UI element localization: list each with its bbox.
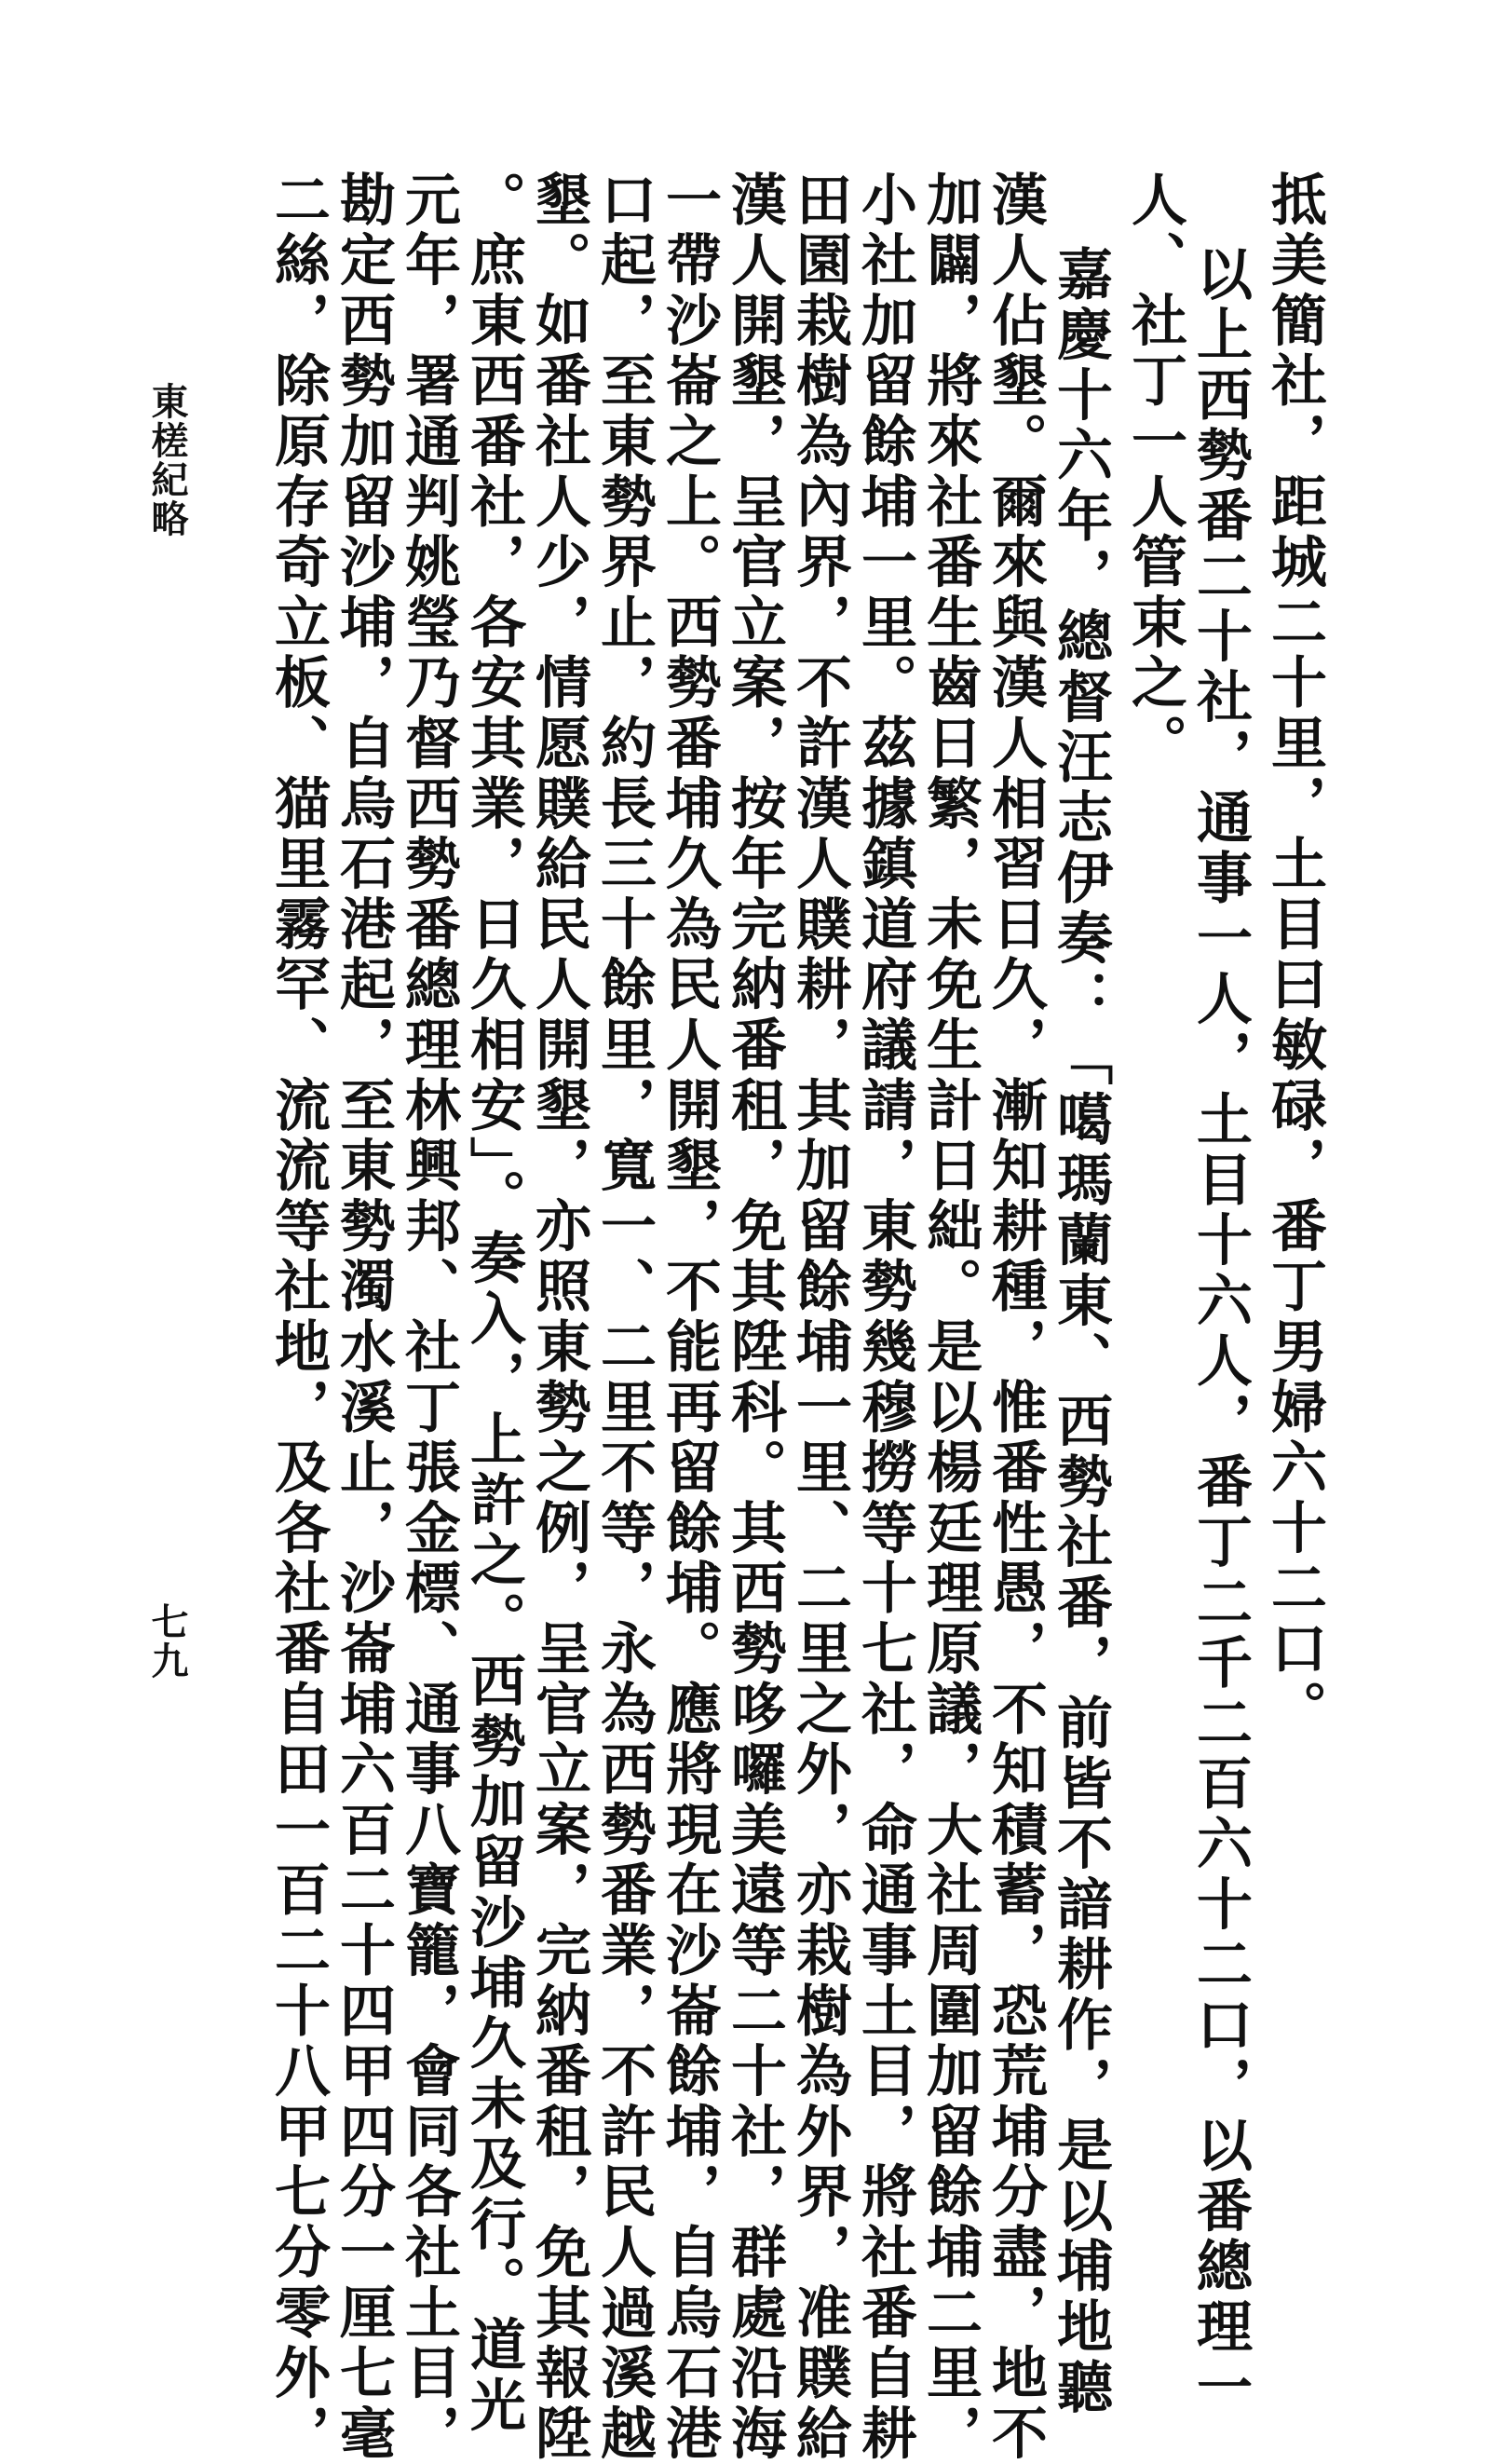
text-column-10: 一帶沙崙之上。西勢番埔久為民人開墾，不能再留餘埔。應將現在沙崙餘埔，自烏石港 [657, 170, 722, 2464]
text-column-16: 二絲，除原存奇立板、猫里霧罕、流流等社地，及各社番自田一百二十八甲七分零外， [265, 170, 331, 2464]
text-column-12: 墾。如番社人少，情愿贌給民人開墾，亦照東勢之例，呈官立案，完納番租，免其報陞 [526, 170, 591, 2464]
text-column-14: 元年，署通判姚瑩乃督西勢番總理林興邦、社丁張金標、通事八寶籠，會同各社土目， [396, 170, 461, 2464]
page-number: 七九 [145, 1602, 189, 1681]
running-title: 東槎紀略 [145, 382, 189, 538]
text-column-6: 加闢，將來社番生齒日繁，未免生計日絀。是以楊廷理原議，大社周圍加留餘埔二里， [917, 170, 983, 2464]
text-column-1: 抵美簡社，距城二十里，土目曰敏碌，番丁男婦六十二口。 [1262, 170, 1327, 1740]
text-column-8: 田園栽樹為內界，不許漢人贌耕，其加留餘埔一里、二里之外，亦栽樹為外界，准贌給 [787, 170, 852, 2464]
text-column-2: 以上西勢番二十社，通事一人，土目十六人，番丁二千二百六十二口，以番總理一 [1187, 245, 1253, 2418]
text-column-3: 人、社丁一人管束之。 [1122, 170, 1187, 774]
text-column-13: 。庶東西番社，各安其業，日久相安」。奏入，上許之。西勢加留沙埔久未及行。道光 [461, 170, 526, 2437]
text-column-11: 口起，至東勢界止，約長三十餘里，寬一、二里不等，永為西勢番業，不許民人過溪越 [591, 170, 657, 2464]
text-column-7: 小社加留餘埔一里。茲據鎮道府議請，東勢幾穆撈等十七社，命通事土目，將社番自耕 [852, 170, 917, 2464]
text-column-5: 漢人佔墾。爾來與漢人相習日久，漸知耕種，惟番性愚，不知積蓄，恐荒埔分盡，地不 [983, 170, 1048, 2464]
text-column-15: 勘定西勢加留沙埔，自烏石港起，至東勢濁水溪止，沙崙埔六百二十四甲四分一厘七毫 [331, 170, 396, 2464]
text-column-4: 嘉慶十六年，總督汪志伊奏：「噶瑪蘭東、西勢社番，前皆不諳耕作，是以埔地聽 [1048, 245, 1113, 2418]
text-column-9: 漢人開墾，呈官立案，按年完納番租，免其陞科。其西勢哆囉美遠等二十社，群處沿海 [722, 170, 787, 2464]
